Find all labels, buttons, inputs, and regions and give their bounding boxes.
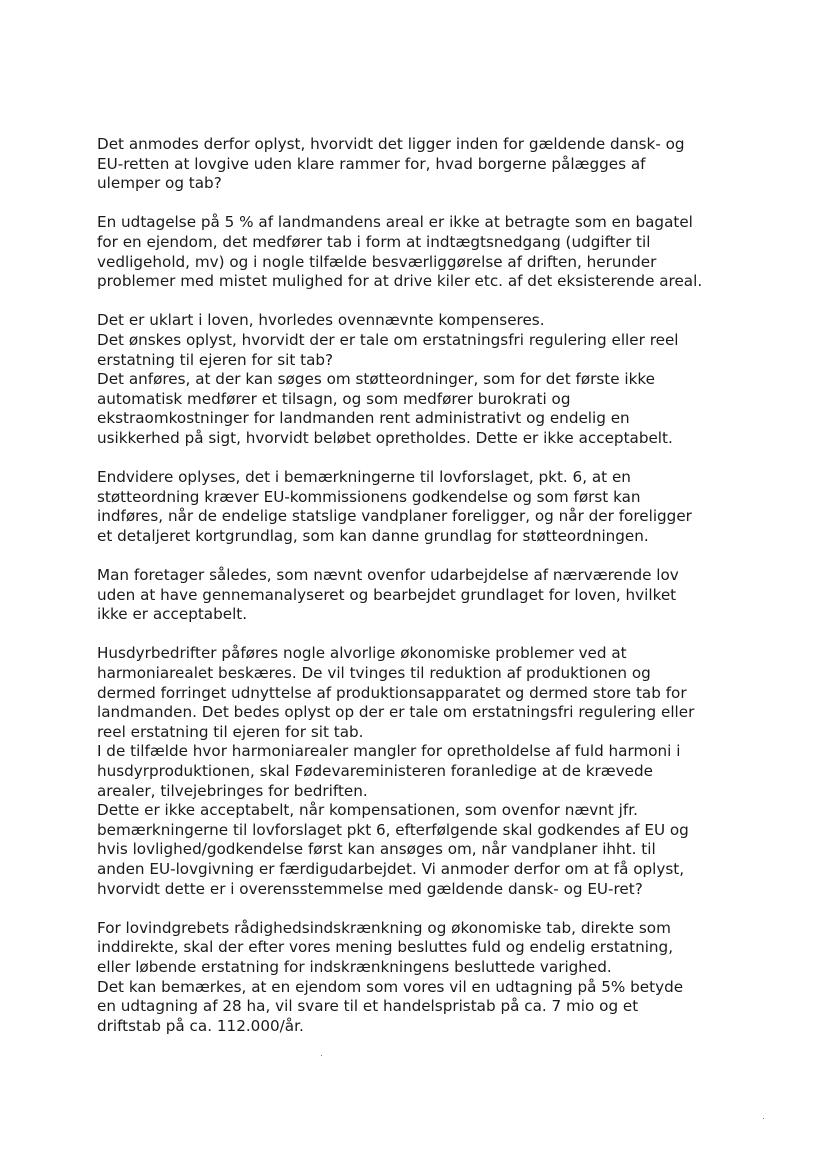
text-line: For lovindgrebets rådighedsindskrænkning og økonomiske tab, direkte som [97,918,671,937]
text-line: uden at have gennemanalyseret og bearbejdet grundlaget for loven, hvilket [97,585,677,604]
text-line: Det anføres, at der kan søges om støtteordninger, som for det første ikke [97,370,656,389]
text-line: problemer med mistet mulighed for at drive kiler etc. af det eksisterende areal. [97,272,703,291]
text-line: automatisk medfører et tilsagn, og som medfører burokrati og [97,389,571,408]
text-line: vedligehold, mv) og i nogle tilfælde besværliggørelse af driften, herunder [97,252,657,271]
text-line: husdyrproduktionen, skal Fødevareministeren foranledige at de krævede [97,762,654,780]
text-line: I de tilfælde hvor harmoniarealer mangler for opretholdelse af fuld harmoni i [97,742,681,761]
text-line: En udtagelse på 5 % af landmandens areal er ikke at betragte som en bagatel [97,213,693,232]
paragraph [97,644,742,899]
paragraph [97,566,742,625]
paragraph [97,311,742,448]
text-line: landmanden. Det bedes oplyst op der er tale om erstatningsfri regulering eller [97,703,695,722]
text-line: Endvidere oplyses, det i bemærkningerne til lovforslaget, pkt. 6, at en [97,468,631,487]
text-line: ulemper og tab? [97,174,222,193]
paragraph-gap [97,292,742,312]
scan-speck [321,1055,322,1056]
text-line: Dette er ikke acceptabelt, når kompensationen, som ovenfor nævnt jfr. [97,801,638,820]
text-line: reel erstatning til ejeren for sit tab. [97,722,364,741]
text-line: arealer, tilvejebringes for bedriften. [97,781,368,800]
text-line: inddirekte, skal der efter vores mening besluttes fuld og endelig erstatning, [97,938,674,957]
text-line: Det anmodes derfor oplyst, hvorvidt det ligger inden for gældende dansk- og [97,135,685,153]
text-line: Det er uklart i loven, hvorledes ovennævnte kompenseres. [97,311,545,330]
paragraph-gap [97,546,742,566]
paragraph [97,919,742,1037]
text-line: erstatning til ejeren for sit tab? [97,350,334,369]
text-line: dermed forringet udnyttelse af produktionsapparatet og dermed store tab for [97,683,687,702]
text-line: en udtagning af 28 ha, vil svare til et handelspristab på ca. 7 mio og et [97,997,639,1016]
paragraph [97,213,742,291]
paragraph [97,468,742,546]
text-line: støtteordning kræver EU-kommissionens godkendelse og som først kan [97,487,641,506]
paragraph-gap [97,899,742,919]
text-line: Man foretager således, som nævnt ovenfor udarbejdelse af nærværende lov [97,566,679,585]
text-line: Det kan bemærkes, at en ejendom som vores vil en udtagning på 5% betyde [97,977,684,996]
text-line: EU-retten at lovgive uden klare rammer for, hvad borgerne pålægges af [97,154,646,173]
text-line: usikkerhed på sigt, hvorvidt beløbet opretholdes. Dette er ikke acceptabelt. [97,428,673,447]
paragraph-gap [97,449,742,469]
paragraph [97,135,742,194]
text-line: indføres, når de endelige statslige vandplaner foreligger, og når der foreligger [97,507,692,526]
text-line: bemærkningerne til lovforslaget pkt 6, efterfølgende skal godkendes af EU og [97,820,689,839]
scan-speck [763,1118,764,1119]
text-line: hvis lovlighed/godkendelse først kan ansøges om, når vandplaner ihht. til [97,840,656,859]
text-line: harmoniarealet beskæres. De vil tvinges til reduktion af produktionen og [97,664,651,683]
text-line: Husdyrbedrifter påføres nogle alvorlige økonomiske problemer ved at [97,644,627,663]
text-line: hvorvidt dette er i overensstemmelse med gældende dansk- og EU-ret? [97,879,643,898]
text-line: driftstab på ca. 112.000/år. [97,1016,304,1035]
document-body [97,135,742,1036]
text-line: ikke er acceptabelt. [97,605,248,624]
text-line: ekstraomkostninger for landmanden rent administrativt og endelig en [97,409,630,428]
paragraph-gap [97,625,742,645]
text-line: anden EU-lovgivning er færdigudarbejdet. Vi anmoder derfor om at få oplyst, [97,859,685,878]
text-line: et detaljeret kortgrundlag, som kan danne grundlag for støtteordningen. [97,526,649,545]
paragraph-gap [97,194,742,214]
text-line: Det ønskes oplyst, hvorvidt der er tale om erstatningsfri regulering eller reel [97,330,679,349]
text-line: eller løbende erstatning for indskrænkningens besluttede varighed. [97,957,612,976]
text-line: for en ejendom, det medfører tab i form at indtægtsnedgang (udgifter til [97,232,651,251]
